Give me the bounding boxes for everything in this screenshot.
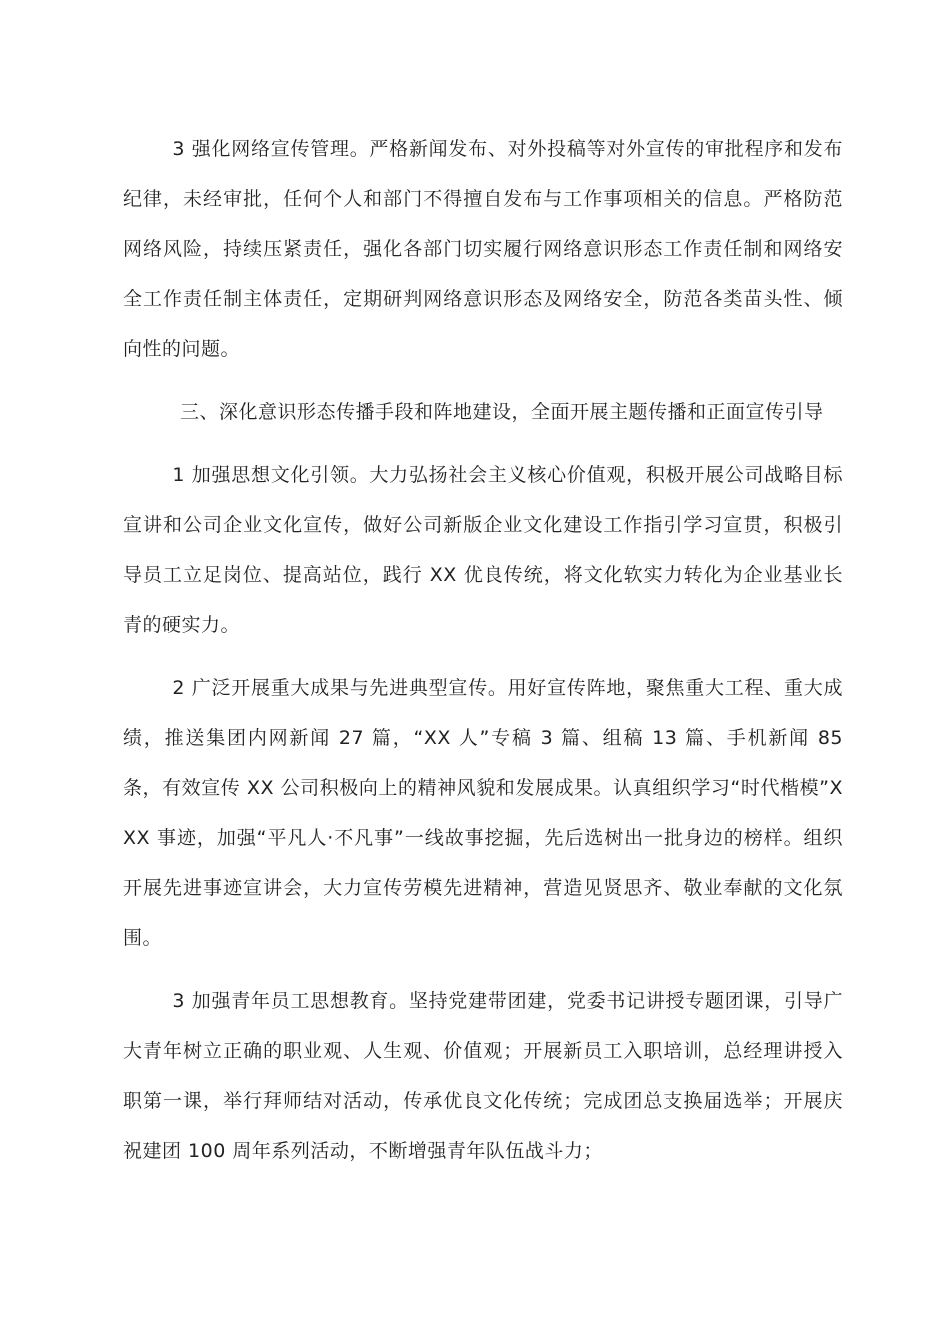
paragraph-network-publicity: 3 强化网络宣传管理。严格新闻发布、对外投稿等对外宣传的审批程序和发布纪律，未经审批，任何个人和部门不得擅自发布与工作事项相关的信息。严格防范网络风险，持续压紧责任，强化各部门切实履行网络意识形态工作责任制和网络安全工作责任制主体责任，定期研判网络意识形态及网络安全，防范各类苗头性、倾向性的问题。 — [123, 138, 843, 360]
document-body — [123, 124, 843, 1176]
paragraph-achievement-publicity: 2 广泛开展重大成果与先进典型宣传。用好宣传阵地，聚焦重大工程、重大成绩，推送集团内网新闻 27 篇，“XX 人”专稿 3 篇、组稿 13 篇、手机新闻 85 条，有效宣传 XX 公司积极向上的精神风貌和发展成果。认真组织学习“时代楷模”XXX 事迹，加强“平凡人·不凡事”一线故事挖掘，先后选树出一批身边的榜样。组织开展先进事迹宣讲会，大力宣传劳模先进精神，营造见贤思齐、敬业奉献的文化氛围。 — [123, 677, 843, 949]
paragraph-cultural-guidance: 1 加强思想文化引领。大力弘扬社会主义核心价值观，积极开展公司战略目标宣讲和公司企业文化宣传，做好公司新版企业文化建设工作指引学习宣贯，积极引导员工立足岗位、提高站位，践行 XX 优良传统，将文化软实力转化为企业基业长青的硬实力。 — [123, 464, 843, 636]
section-heading: 三、深化意识形态传播手段和阵地建设，全面开展主题传播和正面宣传引导 — [180, 401, 824, 423]
paragraph-youth-education: 3 加强青年员工思想教育。坚持党建带团建，党委书记讲授专题团课，引导广大青年树立正确的职业观、人生观、价值观；开展新员工入职培训，总经理讲授入职第一课，举行拜师结对活动，传承优良文化传统；完成团总支换届选举；开展庆祝建团 100 周年系列活动，不断增强青年队伍战斗力； — [123, 990, 843, 1162]
